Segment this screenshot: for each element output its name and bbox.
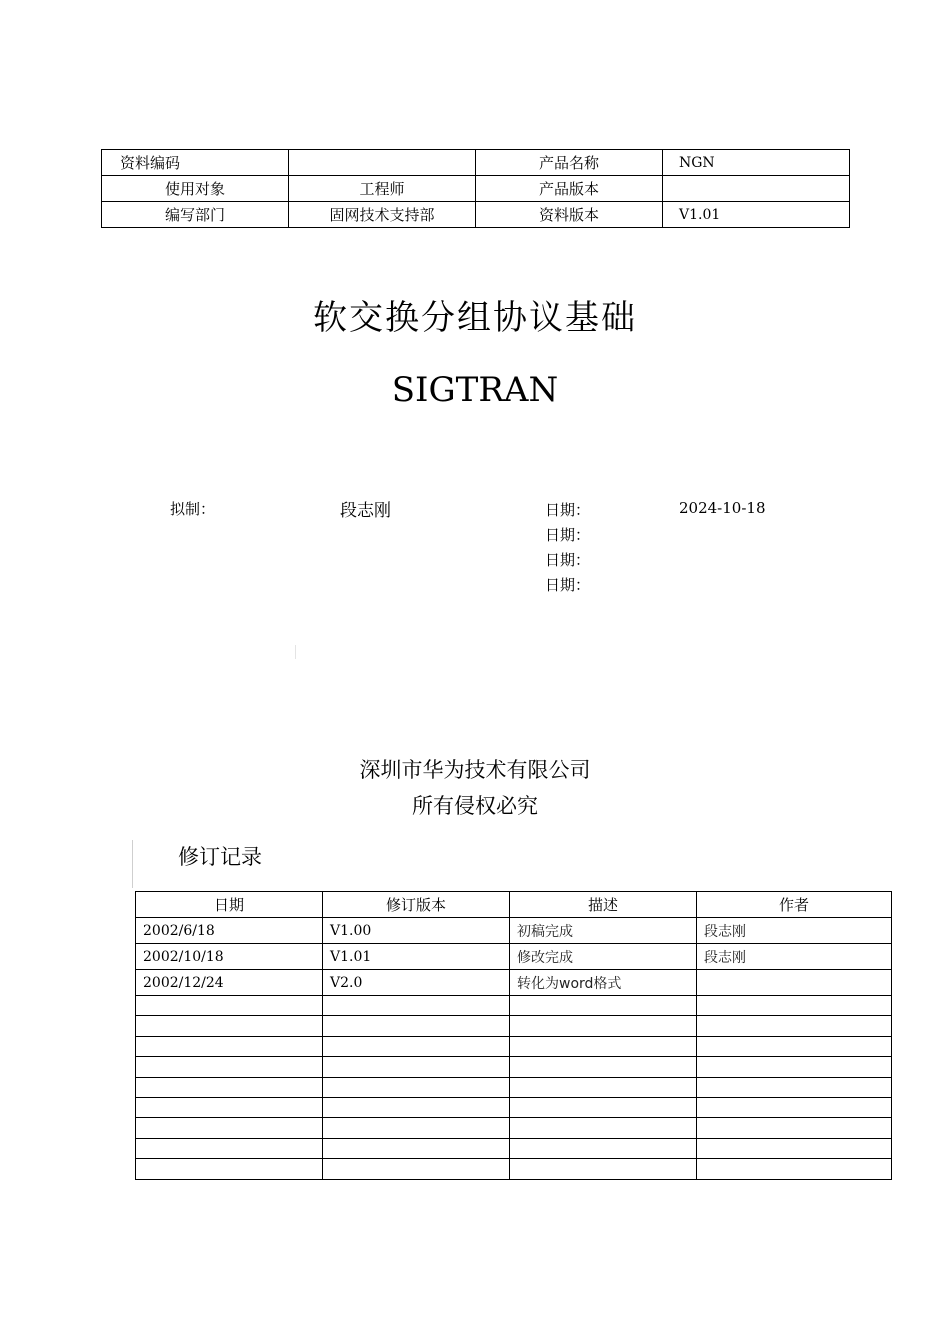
revision-version: V2.0: [323, 970, 510, 996]
doc-code-value: [289, 150, 476, 176]
empty-row: [136, 1057, 892, 1077]
document-info-table: [101, 149, 850, 228]
revision-author: [697, 970, 892, 996]
info-row: [102, 176, 850, 202]
empty-cell: [136, 1036, 323, 1056]
dept-value: 固网技术支持部: [289, 202, 476, 228]
empty-cell: [136, 1159, 323, 1179]
empty-cell: [323, 996, 510, 1016]
revision-date: 2002/6/18: [136, 918, 323, 944]
empty-cell: [323, 1097, 510, 1117]
date-label: 日期：: [545, 501, 591, 519]
column-header: 作者: [697, 892, 892, 918]
revision-author: 段志刚: [697, 944, 892, 970]
table-row: [136, 918, 892, 944]
revision-history-title: 修订记录: [178, 845, 262, 869]
empty-row: [136, 1118, 892, 1138]
empty-row: [136, 1077, 892, 1097]
info-row: [102, 202, 850, 228]
empty-cell: [510, 1077, 697, 1097]
column-header: 修订版本: [323, 892, 510, 918]
table-header-row: [136, 892, 892, 918]
empty-cell: [136, 1016, 323, 1036]
empty-cell: [510, 1097, 697, 1117]
empty-cell: [136, 1118, 323, 1138]
empty-cell: [510, 996, 697, 1016]
empty-cell: [136, 1057, 323, 1077]
empty-cell: [510, 1016, 697, 1036]
audience-value: 工程师: [289, 176, 476, 202]
empty-cell: [697, 1036, 892, 1056]
product-name-label: 产品名称: [476, 150, 663, 176]
empty-cell: [697, 996, 892, 1016]
product-name-value: NGN: [663, 150, 850, 176]
empty-cell: [697, 1016, 892, 1036]
revision-date: 2002/12/24: [136, 970, 323, 996]
empty-cell: [697, 1077, 892, 1097]
audience-label: 使用对象: [102, 176, 289, 202]
dept-label: 编写部门: [102, 202, 289, 228]
revision-date: 2002/10/18: [136, 944, 323, 970]
column-header: 描述: [510, 892, 697, 918]
copyright-notice: 所有侵权必究: [412, 794, 538, 818]
empty-cell: [136, 996, 323, 1016]
empty-cell: [510, 1057, 697, 1077]
empty-cell: [323, 1077, 510, 1097]
empty-cell: [323, 1138, 510, 1158]
date-label: 日期：: [545, 551, 591, 569]
table-row: [136, 944, 892, 970]
empty-cell: [697, 1159, 892, 1179]
empty-cell: [323, 1159, 510, 1179]
empty-row: [136, 1016, 892, 1036]
empty-cell: [136, 1097, 323, 1117]
divider: [132, 840, 133, 888]
empty-row: [136, 1097, 892, 1117]
doc-version-value: V1.01: [663, 202, 850, 228]
company-name: 深圳市华为技术有限公司: [359, 758, 591, 782]
revision-description: 转化为word格式: [510, 970, 697, 996]
document-subtitle: SIGTRAN: [391, 370, 559, 410]
table-row: [136, 970, 892, 996]
empty-cell: [323, 1118, 510, 1138]
empty-cell: [136, 1077, 323, 1097]
revision-history-table: [135, 891, 892, 1180]
draft-author: 段志刚: [340, 501, 391, 521]
empty-cell: [510, 1159, 697, 1179]
divider: [295, 645, 296, 659]
empty-cell: [323, 1016, 510, 1036]
empty-cell: [510, 1036, 697, 1056]
empty-cell: [136, 1138, 323, 1158]
info-row: [102, 150, 850, 176]
doc-code-label: 资料编码: [102, 150, 289, 176]
empty-cell: [323, 1036, 510, 1056]
product-version-value: [663, 176, 850, 202]
date-value: 2024-10-18: [679, 499, 766, 517]
date-label: 日期：: [545, 576, 591, 594]
column-header: 日期: [136, 892, 323, 918]
empty-cell: [697, 1097, 892, 1117]
empty-cell: [323, 1057, 510, 1077]
product-version-label: 产品版本: [476, 176, 663, 202]
empty-row: [136, 1036, 892, 1056]
empty-cell: [697, 1057, 892, 1077]
revision-version: V1.00: [323, 918, 510, 944]
revision-author: 段志刚: [697, 918, 892, 944]
revision-description: 初稿完成: [510, 918, 697, 944]
date-label: 日期：: [545, 526, 591, 544]
empty-cell: [510, 1118, 697, 1138]
doc-version-label: 资料版本: [476, 202, 663, 228]
empty-cell: [697, 1118, 892, 1138]
draft-label: 拟制：: [170, 500, 216, 518]
empty-row: [136, 1159, 892, 1179]
document-title: 软交换分组协议基础: [313, 298, 637, 338]
revision-description: 修改完成: [510, 944, 697, 970]
revision-version: V1.01: [323, 944, 510, 970]
empty-cell: [510, 1138, 697, 1158]
empty-row: [136, 996, 892, 1016]
empty-row: [136, 1138, 892, 1158]
empty-cell: [697, 1138, 892, 1158]
